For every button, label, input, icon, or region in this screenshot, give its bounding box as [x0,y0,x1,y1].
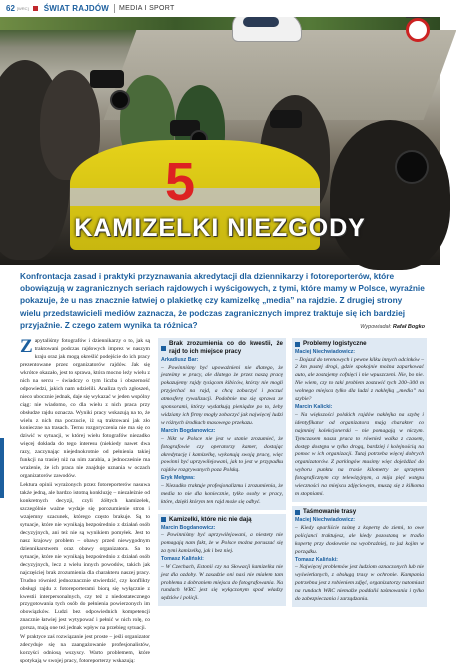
section-marker-icon [33,6,38,11]
speaker-name: Eryk Mełgwa: [161,475,195,482]
box-heading [295,340,424,348]
camera-icon [90,70,124,88]
page-tag: [WRC] [16,6,29,11]
speaker-quote: – Kiedy oparliście taśmę z kopertę do ziemi, to owe policjanci traktujesz, ale kiedy pozostaną w tradio kopertę przy dosłownie na wyobraźniej, to już kojim w porządku. [295,524,424,555]
body-paragraph: apytaliśmy fotografów i dziennikarzy o to, jak są traktowani podczas rajdowych imprez w naszym kraju oraz jak mogą określić podejście do ich pracy prezentowane przez organizatorów rajdów. Jak się wkrótce okazało, jest to sprawa, która mocno leży wielu z nich na sercu – świadczy o tym liczba i obszerność odpowiedzi, jakich nam udzielili. Analiza tych zgłoszeń, nieco ubocznie jednak, daje się wykazać w jeden wspólny ciąg: nie wiadomo, co dla wielu z nich praca przy obsłudze rajdu oznacza. Wyniki pracy wskazują na to, że wielu z nich ma poczucie, iż są traktowani jak zło konieczne na trasach. Ternu rozgoryczenia nie ma się co dziwić w sytuacji, w której wielu fotografów niezadko więcej dokłada do tego interesu (niekiedy nawet dwa razy, zaczynając niejednokrotnie od pełnienia takiej funkcji na trasie) niż na nim zarabia, a jednocześnie ma wrażenie, że ich praca nie znajduje uznania w oczach organizatorów zawodów. [20,338,151,480]
camera-icon [270,110,302,128]
speaker-quote: – Dojazd do terenowych i pewne kilku innych odcinków – 2 km pustej drogi, gdzie spokojnie można zaparkować auto, ale zostajemy cofnięci i nie wpuszczeni. Nie, bo nie. Nie wiem, czy to taki problem zostawić tych 200–300 m wolnego miejsca tylko dla ludzi z naklejką „media” na szybie? [295,356,424,403]
article-lead: Konfrontacja zasad i praktyki przyznawania akredytacji dla dziennikarzy i fotoreporterów, które obowiązują w zagranicznych seriach rajdowych i wyścigowych, z tymi, które mamy w Polsce, wyraźnie pokazuje, że u nas znacznie łatwiej o plakietkę czy kamizelkę „media” na rajdzie. Z drugiej strony wielu przedstawicieli mediów zaznacza, że podczas zagranicznych imprez traktuje się ich bardziej przyjaźnie. Z czego zatem wynika ta różnica? [20,271,425,330]
speaker-quote: – Na większości polskich rajdów naklejka na szybę i identyfikator od organizatora mają charakter co najmniej kolekcjonerski – nie pomagają w niczym. Tymczasem nasza praca to również walka z czasem, dostęp dostępu w tylko drogą, bardziej i kolejnością na pomoc w ich organizacji. Tutaj potrzeba więcej dobrych organizatorów. Z parkingów musimy więc dojeżdżać do wyboru punktu na trasie kilometry ze sprzętem fotograficznym czy telewizyjnym, a mija pięć wstępu wieczności na miejscu zdjęciowym, muszą się z kilkoma m stopniami. [295,411,424,498]
square-bullet-icon [295,342,300,347]
box-title: Brak zrozumienia co do kwestii, że rajd to ich miejsce pracy [169,340,283,355]
vest-number: 5 [165,152,196,212]
box-heading [161,516,283,524]
byline-prefix: Wypowiadał: [360,324,392,330]
crowd-right [330,120,450,270]
body-column-3 [292,338,427,611]
body-column-1 [20,338,150,667]
body-paragraph: Lektura opinii wyrażonych przez fotoreporterów nasuwa także jedną, ale bardzo istotną konkluzję – niezależnie od konkretnych decyzji, czyli żółtych kamizelek, szczególnie ważne wydaje się porozumienie stron i wzajemny szacunek, którego często brakuje. Są to sytuacje, które nie wynikają bezpośrednio z działań osób decyzyjnych, ani też nie są wynikiem pomyłek. Jest to nasz krajowy problem – obawy przed niewygodnym dziennikarstwem oraz obawy organizatora. Sa to sytuacje, które nie wynikają bezpośrednio z działań osób decyzyjnych, lecz z wielu innych powodów, takich jak najczęściej brak zrozumienia dla charakteru naszej pracy. Trudno również jednoznacznie stwierdzić, czy konflikty obsługi rajdu z fotoreporterami biorą się wyłącznie z kwestii interpersonalnych, czy też z niedostatecznego przygotowania tych osób do pełnienia powierzonych im obowiązków. Ludzi bez odpowiednich kompetencji znacznie łatwiej jest wytypować i pełnić w nich rolę, co gorsza, mają one też jednak wpływ na przebieg sytuacji. [20,482,150,632]
speaker-name: Arkadiusz Bar: [161,357,199,363]
speaker-name: Maciej Niechwiadowicz: [295,349,356,355]
sidebar-box-logistics [292,338,427,502]
square-bullet-icon [161,517,166,522]
speaker-name: Marcin Bogdanowicz: [161,428,216,435]
speaker-quote: – Powinniśmy być uprzywilejowani, a niestety nie pomagają nam fakt, że w Polsce można poruszać się za tymi kamizelką, jak i bez niej. [161,532,283,555]
speaker-quote: – W Czechach, Estonii czy na Słowacji kamizelka nie jest dla ozdoby. W zasadzie oni nasi nie miałem tam problemu z dobraniem miejsca do fotografowania. Na rundach WRC jest się wyłączonym spod władzy sędziów i policji. [161,563,283,602]
page-header [0,0,440,17]
edge-tab [0,438,4,498]
drop-cap: Z [20,336,33,357]
square-bullet-icon [161,346,166,351]
speaker-name: Marcin Bogdanowicz: [161,524,216,531]
box-title: Taśmowanie trasy [303,508,357,516]
speaker-name: Tomasz Kaliński: [161,556,204,563]
box-title: Kamizelki, które nic nie dają [169,515,252,523]
camera-lens-icon [395,150,429,184]
speaker-name: Marcin Kalicki: [295,404,333,411]
byline-author: Rafał Bogko [392,324,425,330]
sidebar-box-vests [158,514,286,607]
subsection-title: MEDIA I SPORT [114,4,179,13]
road-sign [406,18,430,42]
section-title: ŚWIAT RAJDÓW [43,4,110,13]
box-heading [161,340,283,356]
article-title: KAMIZELKI NIEZGODY [74,214,366,242]
box-heading [295,508,424,516]
square-bullet-icon [295,510,300,515]
speaker-quote: – Najwięcej problemów jest ludziom oznaczonych lub nie wyświetlanych, z obsługą trasy w ochronie. Kampania potrzebna jest z robieniem zdjęć, organizatorzy natomiast na rundach WRC niemalże poddaliś taśmowania i tylko do zabezpieczania i zarządzania. [295,564,425,602]
speaker-quote: – Nikt w Polsce nie jest w stanie zrozumieć, że fotografowie czy operatorzy kamer, dostając akredytację i kamizelkę, wykonują swoją pracę, więc powinni być uprzywilejowani, jak to jest w przypadku rajdów rozgrywanych poza Polską. [161,435,283,474]
speaker-quote: – Powinniśmy być upoważnieni nie dlatego, że jesteśmy w pracy, ale dlatego że przez naszą pracę pokazujemy rajdy tysiącom kibiców, którzy nie mogli przyjechać na rajd, a chcą zobaczyć i poczuć atmosferę rywalizacji. Podobnie ma się sprawa ze sponsorami, którzy wydatkują pieniądze po to, żeby widziany ich firmy mogły zobaczyć jak najwięcej ludzi w różnych środkach masowego przekazu. [161,364,283,427]
speaker-name: Maciej Niechwiadowicz: [295,517,356,524]
page-number: 62 [6,4,15,13]
camera-lens-icon [110,90,130,110]
sidebar-box-understanding [158,338,286,510]
sidebar-box-taping [292,506,427,607]
body-paragraph: W praktyce zaś rozwiązanie jest proste – jeśli organizator zdecyduje się na zaangażowanie profesjonalistów, korzyści odniosą wszyscy. Warto problemem, które spotykają w swojej pracy, fotoreporterzy wskazują: [20,634,150,665]
body-column-2 [158,338,286,610]
byline [300,324,425,330]
box-title: Problemy logistyczne [303,340,367,347]
speaker-name: Tomasz Kaliński: [295,556,338,563]
speaker-quote: – Niezadko traktuje profesjonalizmu i zrozumienia, że media to nie dla koniecznie, tylko osoby w pracy, które, dzięki którym ten rajd może się odbyć. [161,482,283,505]
